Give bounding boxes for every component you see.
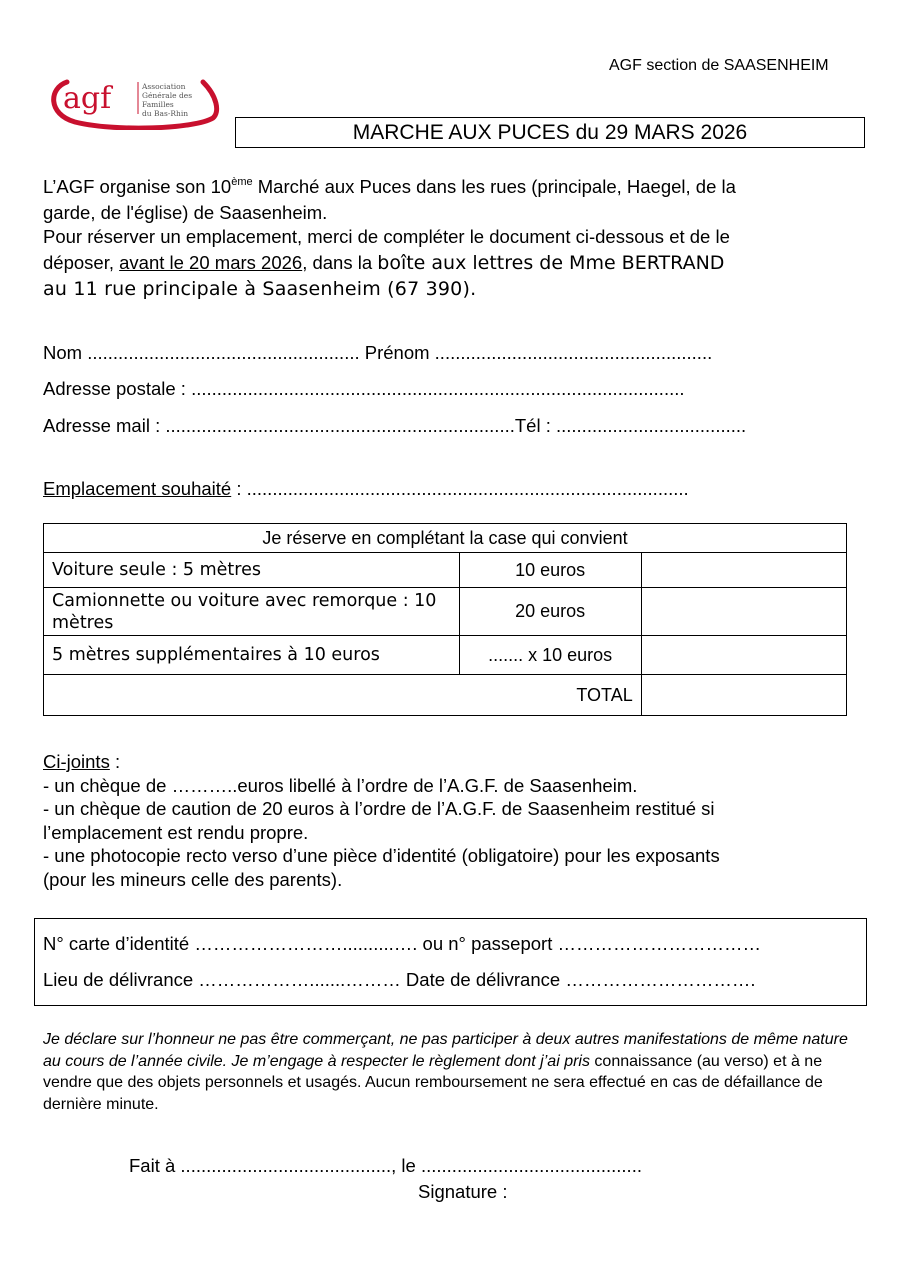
ci-joints-line: (pour les mineurs celle des parents). bbox=[43, 868, 343, 890]
table-row bbox=[44, 636, 847, 675]
nom-prenom-field[interactable]: Nom ..................................................... Prénom ...................................................... bbox=[43, 342, 713, 363]
ci-joints-line: - un chèque de ………..euros libellé à l’ordre de l’A.G.F. de Saasenheim. bbox=[43, 774, 638, 796]
logo-brand: agf bbox=[63, 81, 112, 116]
fait-a-field[interactable]: Fait à ........................................., le ........................................... bbox=[129, 1155, 642, 1176]
logo-line3: Familles bbox=[142, 100, 174, 109]
agf-logo bbox=[45, 74, 220, 130]
reservation-table bbox=[43, 523, 847, 716]
intro-line-5: au 11 rue principale à Saasenheim (67 390). bbox=[43, 278, 477, 300]
total-cell[interactable] bbox=[641, 675, 846, 716]
ci-joints-line: - une photocopie recto verso d’une pièce d’identité (obligatoire) pour les exposants bbox=[43, 845, 720, 866]
declaration-text: Je déclare sur l’honneur ne pas être commerçant, ne pas participer à deux autres manifestations de même nature au cours de l’année civile. Je m’engage à respecter le règlement dont j’ai pris connaissance (au verso) et à ne vendre que des objets personnels et usagés. Aucun remboursement ne sera effectué en cas de défaillance de dernière minute. bbox=[43, 1031, 848, 1113]
adresse-mail-tel-field[interactable]: Adresse mail : ....................................................................Tél : ..................................... bbox=[43, 415, 747, 436]
option-checkbox[interactable] bbox=[641, 636, 846, 675]
delivery-field[interactable]: Lieu de délivrance ……………….......……… Date de délivrance …………………………. bbox=[43, 969, 756, 990]
table-row bbox=[44, 675, 847, 716]
identity-box bbox=[34, 918, 867, 1006]
option-checkbox[interactable] bbox=[641, 588, 846, 636]
table-row bbox=[44, 588, 847, 636]
option-label: Voiture seule : 5 mètres bbox=[44, 553, 460, 588]
logo-line4: du Bas-Rhin bbox=[142, 109, 189, 118]
ci-joints-title: Ci-joints : bbox=[43, 751, 121, 772]
table-row bbox=[44, 553, 847, 588]
intro-line-1: L’AGF organise son 10ème Marché aux Puces dans les rues (principale, Haegel, de la bbox=[43, 176, 736, 197]
logo-line1: Association bbox=[142, 82, 186, 91]
section-label: AGF section de SAASENHEIM bbox=[609, 57, 829, 74]
ci-joints-section bbox=[43, 750, 720, 891]
adresse-postale-field[interactable]: Adresse postale : ................................................................................................ bbox=[43, 378, 685, 399]
intro-line-4: déposer, avant le 20 mars 2026, dans la boîte aux lettres de Mme BERTRAND bbox=[43, 252, 725, 274]
option-price: 20 euros bbox=[459, 588, 641, 636]
signature-label: Signature : bbox=[418, 1181, 508, 1202]
identity-card-field[interactable]: N° carte d’identité ……………………..........…. ou n° passeport …………………………… bbox=[43, 933, 761, 954]
total-label: TOTAL bbox=[44, 675, 642, 716]
emplacement-field[interactable]: Emplacement souhaité : ...................................................................................... bbox=[43, 478, 689, 499]
option-label: 5 mètres supplémentaires à 10 euros bbox=[44, 636, 460, 675]
option-label: Camionnette ou voiture avec remorque : 10 mètres bbox=[44, 588, 460, 636]
option-checkbox[interactable] bbox=[641, 553, 846, 588]
intro-line-3: Pour réserver un emplacement, merci de compléter le document ci-dessous et de le bbox=[43, 226, 730, 247]
ci-joints-line: - un chèque de caution de 20 euros à l’ordre de l’A.G.F. de Saasenheim restitué si bbox=[43, 798, 715, 819]
logo-line2: Générale des bbox=[142, 91, 193, 100]
reservation-table-header: Je réserve en complétant la case qui convient bbox=[44, 524, 847, 553]
intro-line-2: garde, de l'église) de Saasenheim. bbox=[43, 202, 328, 223]
ci-joints-line: l’emplacement est rendu propre. bbox=[43, 821, 309, 843]
option-price: ....... x 10 euros bbox=[459, 636, 641, 675]
page-title: MARCHE AUX PUCES du 29 MARS 2026 bbox=[235, 117, 865, 148]
option-price: 10 euros bbox=[459, 553, 641, 588]
